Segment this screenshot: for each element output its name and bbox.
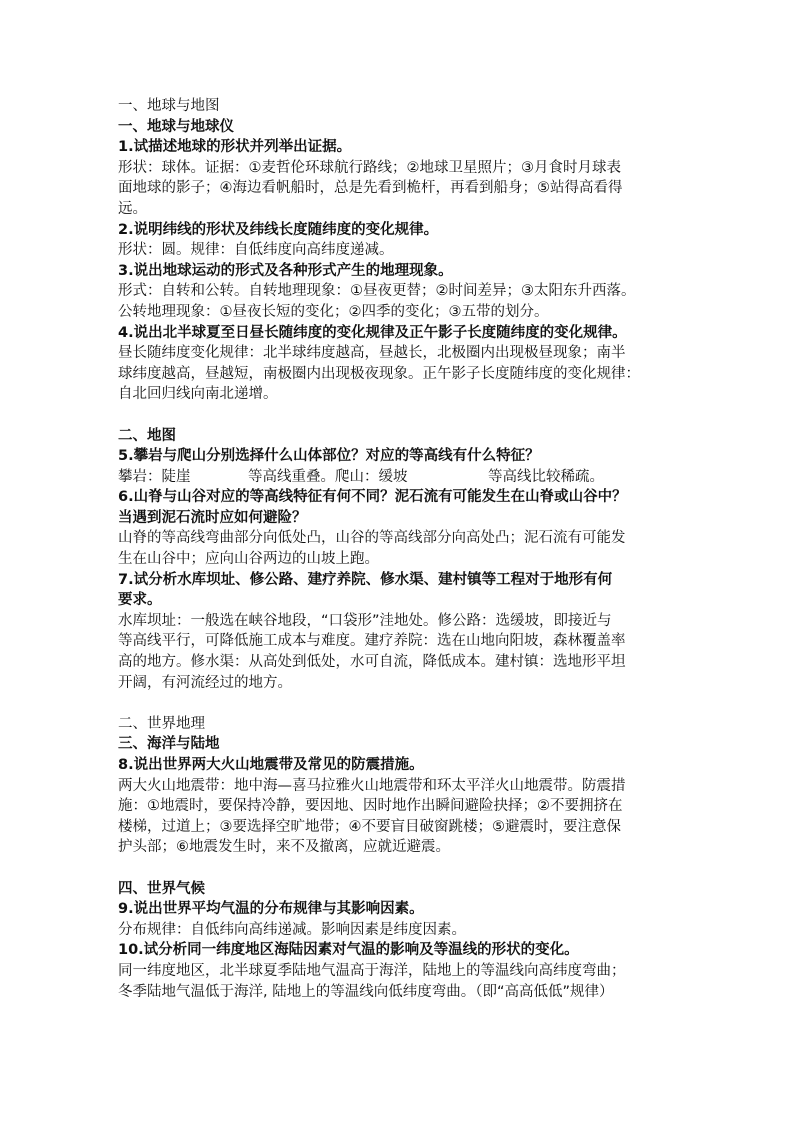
answer-9-line-1: 分布规律：自低纬向高纬递减。影响因素是纬度因素。 (118, 921, 466, 938)
answer-6-line-2: 生在山谷中；应向山谷两边的山坡上跑。 (118, 551, 379, 568)
answer-1-line-2: 面地球的影子；④海边看帆船时，总是先看到桅杆，再看到船身；⑤站得高看得 (118, 180, 623, 197)
question-10-title: 10.试分析同一纬度地区海陆因素对气温的影响及等温线的形状的变化。 (118, 942, 579, 959)
answer-1-line-1: 形状：球体。证据：①麦哲伦环球航行路线；②地球卫星照片；③月食时月球表 (118, 159, 621, 176)
question-2-title: 2.说明纬线的形状及纬线长度随纬度的变化规律。 (118, 221, 439, 238)
question-4-title: 4.说出北半球夏至日昼长随纬度的变化规律及正午影子长度随纬度的变化规律。 (118, 324, 627, 341)
question-7-title-line-1: 7.试分析水库坝址、修公路、建疗养院、修水渠、建村镇等工程对于地形有何 (118, 571, 613, 588)
answer-7-line-3: 高的地方。修水渠：从高处到低处，水可自流，降低成本。建村镇：选地形平坦 (118, 654, 626, 671)
question-3-title: 3.说出地球运动的形式及各种形式产生的地理现象。 (118, 262, 453, 279)
section-title-world-climate: 四、世界气候 (118, 880, 205, 897)
answer-7-line-1: 水库坝址：一般选在峡谷地段，“口袋形”洼地处。修公路：选缓坡，即接近与 (118, 612, 612, 629)
question-6-title-line-2: 当遇到泥石流时应如何避险？ (118, 509, 307, 526)
answer-8-line-3: 楼梯，过道上；③要选择空旷地带；④不要盲目破窗跳楼；⑤避震时，要注意保 (118, 818, 621, 835)
answer-8-line-4: 护头部；⑥地震发生时，来不及撤离，应就近避震。 (118, 839, 450, 856)
answer-3-line-2: 公转地理现象：①昼夜长短的变化；②四季的变化；③五带的划分。 (118, 303, 549, 320)
spacer (118, 693, 682, 714)
answer-5-line-1 (118, 467, 682, 488)
subsection-title-ocean-land: 三、海洋与陆地 (118, 736, 220, 753)
section-title-earth-and-map: 一、地球与地图 (118, 98, 220, 114)
spacer (118, 858, 682, 879)
answer-7-line-4: 开阔，有河流经过的地方。 (118, 674, 292, 691)
spacer (118, 405, 682, 426)
answer-10-line-1: 同一纬度地区，北半球夏季陆地气温高于海洋，陆地上的等温线向高纬度弯曲； (118, 962, 626, 979)
section-title-map: 二、地图 (118, 427, 176, 444)
section-title-world-geography: 二、世界地理 (118, 715, 205, 732)
answer-5-col-2: 等高线重叠。爬山：缓坡 (248, 468, 408, 485)
answer-5-col-1: 攀岩：陡崖 (118, 468, 191, 485)
answer-8-line-2: 施：①地震时，要保持冷静，要因地、因时地作出瞬间避险抉择；②不要拥挤在 (118, 798, 623, 815)
answer-4-line-2: 球纬度越高，昼越短，南极圈内出现极夜现象。正午影子长度随纬度的变化规律： (118, 365, 640, 382)
subsection-title-globe: 一、地球与地球仪 (118, 118, 234, 135)
answer-5-col-3: 等高线比较稀疏。 (488, 468, 604, 485)
answer-4-line-1: 昼长随纬度变化规律：北半球纬度越高，昼越长，北极圈内出现极昼现象；南半 (118, 345, 626, 362)
question-1-title: 1.试描述地球的形状并列举出证据。 (118, 139, 352, 156)
answer-7-line-2: 等高线平行，可降低施工成本与难度。建疗养院：选在山地向阳坡，森林覆盖率 (118, 633, 626, 650)
question-9-title: 9.说出世界平均气温的分布规律与其影响因素。 (118, 901, 424, 918)
answer-10-line-2: 冬季陆地气温低于海洋, 陆地上的等温线向低纬度弯曲。（即“高高低低”规律） (118, 983, 614, 1000)
answer-2-line-1: 形状：圆。规律：自低纬度向高纬度递减。 (118, 242, 394, 259)
answer-1-line-3: 远。 (118, 200, 147, 217)
question-6-title-line-1: 6.山脊与山谷对应的等高线特征有何不同？泥石流有可能发生在山脊或山谷中？ (118, 489, 627, 506)
question-8-title: 8.说出世界两大火山地震带及常见的防震措施。 (118, 757, 424, 773)
answer-8-line-1: 两大火山地震带：地中海—喜马拉雅火山地震带和环太平洋火山地震带。防震措 (118, 777, 626, 794)
answer-6-line-1: 山脊的等高线弯曲部分向低处凸，山谷的等高线部分向高处凸；泥石流有可能发 (118, 530, 626, 547)
question-7-title-line-2: 要求。 (118, 592, 162, 609)
answer-3-line-1: 形式：自转和公转。自转地理现象：①昼夜更替；②时间差异；③太阳东升西落。 (118, 283, 636, 300)
question-5-title: 5.攀岩与爬山分别选择什么山体部位？对应的等高线有什么特征？ (118, 448, 540, 465)
answer-4-line-3: 自北回归线向南北递增。 (118, 386, 278, 403)
